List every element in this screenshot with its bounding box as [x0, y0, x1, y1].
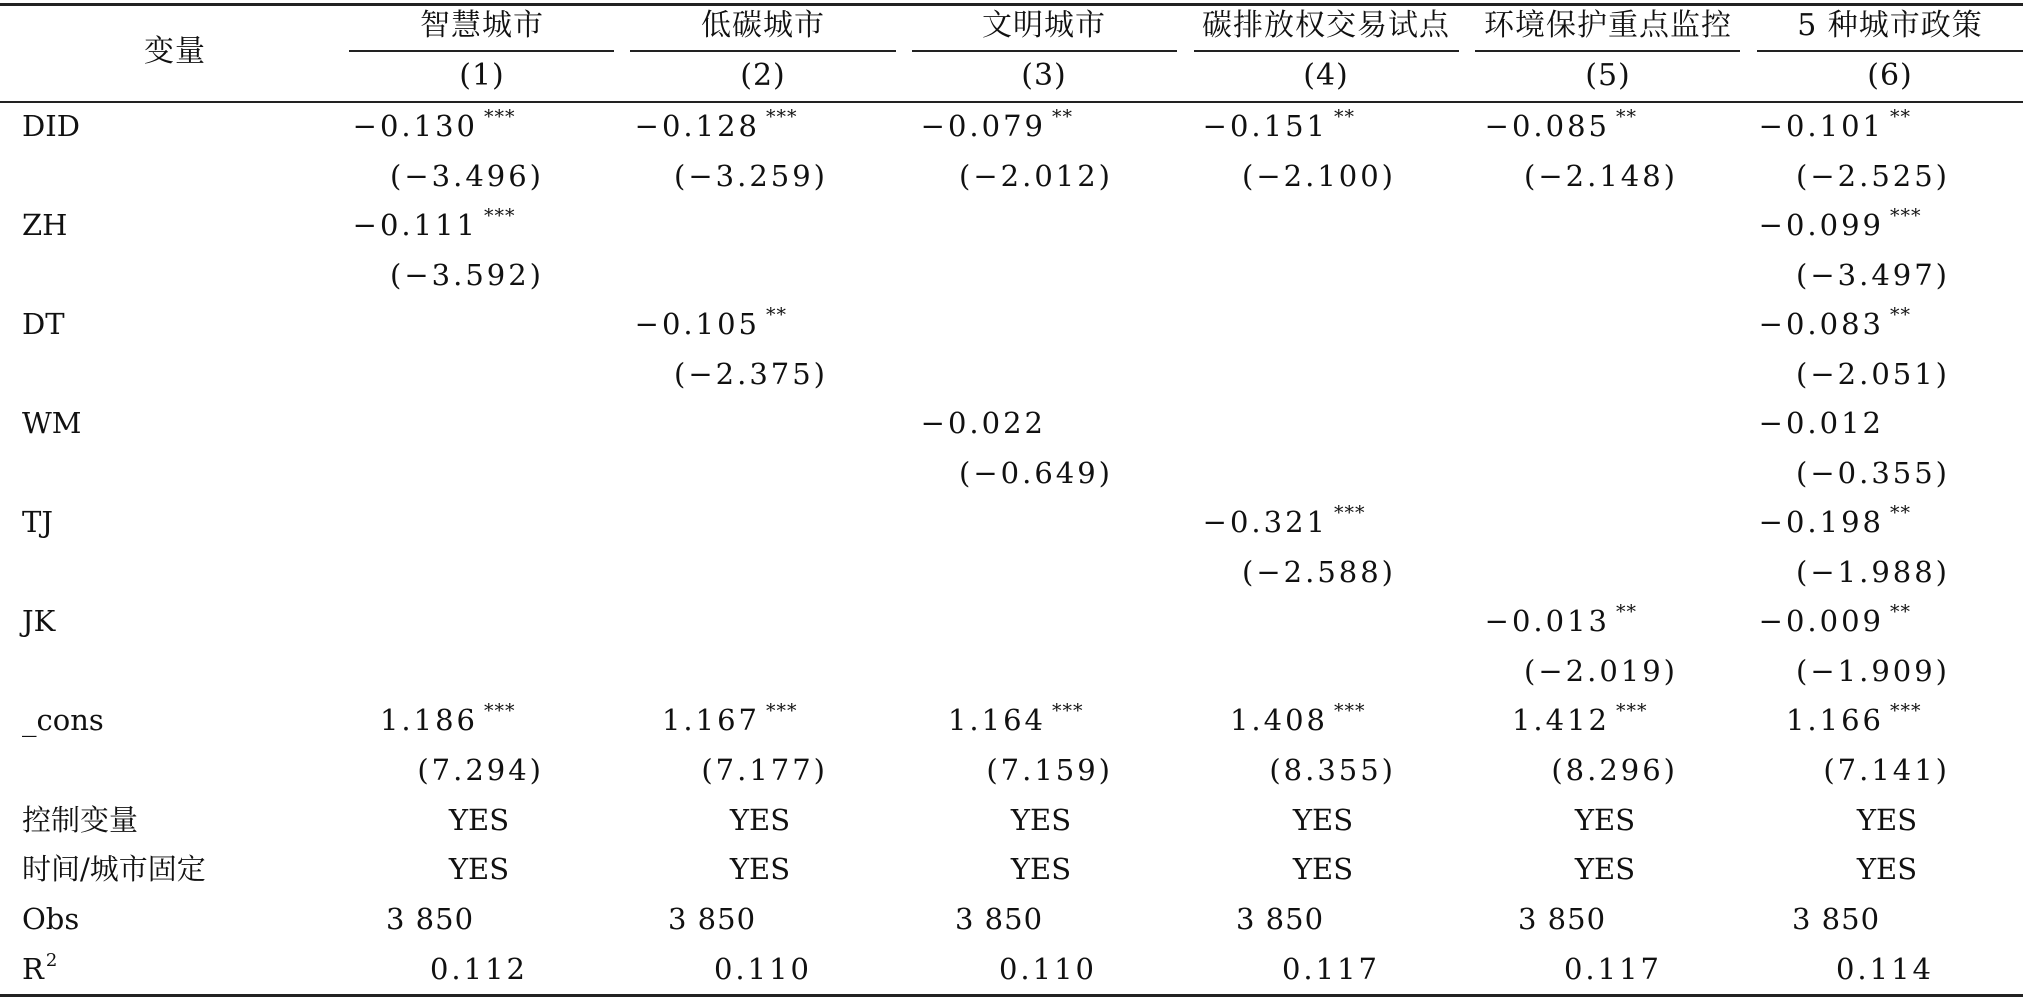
significance-stars: *** [1052, 700, 1084, 722]
coefficient-cell [1785, 700, 1936, 737]
significance-stars: *** [1890, 205, 1922, 227]
significance-stars: ** [1890, 502, 1911, 524]
coefficient-cell [1202, 106, 1380, 143]
coefficient-cell [1229, 700, 1380, 737]
coefficient-value: −0.012 [1758, 406, 1884, 440]
controls-cell: YES [1574, 803, 1636, 837]
column-number-6: (6) [1867, 58, 1913, 93]
fixed-effects-cell: YES [729, 852, 791, 886]
significance-stars: *** [484, 700, 516, 722]
coefficient-value: −0.198 [1758, 505, 1884, 539]
significance-stars: ** [1616, 601, 1637, 623]
significance-stars: *** [1616, 700, 1648, 722]
significance-stars: *** [766, 700, 798, 722]
coefficient-value: −0.079 [920, 109, 1046, 143]
coefficient-cell [1511, 700, 1662, 737]
coefficient-cell [920, 406, 1098, 440]
significance-stars: ** [1052, 106, 1073, 128]
t-stat-cell: (8.296) [1551, 752, 1678, 787]
t-stat-cell: (−1.988) [1796, 554, 1950, 589]
column-group-rule-6 [1757, 50, 2023, 52]
coefficient-value: −0.130 [352, 109, 478, 143]
row-label-cons: _cons [22, 703, 104, 737]
obs-cell: 3 850 [955, 902, 1044, 936]
r-squared-cell: 0.110 [998, 952, 1097, 986]
significance-stars: *** [484, 106, 516, 128]
t-stat-cell: (−2.375) [674, 356, 828, 391]
coefficient-value: 1.166 [1785, 703, 1884, 737]
significance-stars: ** [1890, 304, 1911, 326]
column-header-6: 5 种城市政策 [1797, 8, 1983, 43]
r-squared-cell: 0.114 [1835, 952, 1934, 986]
coefficient-cell [1758, 406, 1936, 440]
coefficient-value: 1.167 [661, 703, 760, 737]
r-squared-base: R [22, 952, 44, 986]
row-label-controls: 控制变量 [22, 803, 139, 837]
row-label-wm: WM [22, 406, 82, 440]
column-header-3: 文明城市 [982, 8, 1106, 43]
coefficient-value: −0.111 [352, 208, 478, 242]
coefficient-value: −0.101 [1758, 109, 1884, 143]
variable-header: 变量 [144, 34, 206, 69]
controls-cell: YES [1292, 803, 1354, 837]
column-header-1: 智慧城市 [420, 8, 544, 43]
row-label-dt: DT [22, 307, 65, 341]
column-group-rule-4 [1194, 50, 1459, 52]
coefficient-value: 1.412 [1511, 703, 1610, 737]
significance-stars: ** [1334, 106, 1355, 128]
r-squared-cell: 0.110 [713, 952, 812, 986]
t-stat-cell: (−2.148) [1524, 158, 1678, 193]
row-label-r-squared [22, 950, 58, 986]
column-number-5: (5) [1585, 58, 1631, 93]
significance-stars: ** [1616, 106, 1637, 128]
t-stat-cell: (−2.019) [1524, 653, 1678, 688]
obs-cell: 3 850 [1518, 902, 1607, 936]
coefficient-value: −0.013 [1484, 604, 1610, 638]
coefficient-value: −0.321 [1202, 505, 1328, 539]
r-squared-cell: 0.112 [429, 952, 528, 986]
column-group-rule-3 [912, 50, 1177, 52]
obs-cell: 3 850 [1236, 902, 1325, 936]
column-number-4: (4) [1303, 58, 1349, 93]
coefficient-value: 1.408 [1229, 703, 1328, 737]
t-stat-cell: (7.177) [701, 752, 828, 787]
coefficient-cell [1758, 205, 1936, 242]
significance-stars: *** [766, 106, 798, 128]
row-label-zh: ZH [22, 208, 68, 242]
coefficient-cell [352, 205, 530, 242]
t-stat-cell: (−3.259) [674, 158, 828, 193]
coefficient-value: −0.022 [920, 406, 1046, 440]
row-label-fixed-effects: 时间/城市固定 [22, 852, 206, 886]
significance-stars: *** [484, 205, 516, 227]
column-number-1: (1) [459, 58, 505, 93]
column-header-4: 碳排放权交易试点 [1202, 8, 1450, 43]
coefficient-cell [1758, 502, 1936, 539]
row-label-tj: TJ [22, 505, 53, 539]
fixed-effects-cell: YES [448, 852, 510, 886]
fixed-effects-cell: YES [1010, 852, 1072, 886]
t-stat-cell: (7.141) [1823, 752, 1950, 787]
coefficient-value: −0.105 [634, 307, 760, 341]
row-label-obs: Obs [22, 902, 80, 936]
coefficient-cell [634, 304, 812, 341]
column-group-rule-5 [1475, 50, 1740, 52]
column-number-2: (2) [740, 58, 786, 93]
t-stat-cell: (7.159) [986, 752, 1113, 787]
column-group-rule-1 [349, 50, 614, 52]
fixed-effects-cell: YES [1574, 852, 1636, 886]
t-stat-cell: (−2.012) [959, 158, 1113, 193]
obs-cell: 3 850 [386, 902, 475, 936]
t-stat-cell: (−3.592) [390, 257, 544, 292]
coefficient-value: −0.009 [1758, 604, 1884, 638]
coefficient-cell [1202, 502, 1380, 539]
significance-stars: ** [1890, 601, 1911, 623]
r-squared-superscript: 2 [45, 950, 58, 971]
column-header-2: 低碳城市 [701, 8, 825, 43]
r-squared-cell: 0.117 [1281, 952, 1380, 986]
coefficient-cell [1484, 106, 1662, 143]
top-rule [0, 3, 2023, 6]
coefficient-value: −0.085 [1484, 109, 1610, 143]
header-rule [0, 101, 2023, 103]
t-stat-cell: (−3.497) [1796, 257, 1950, 292]
obs-cell: 3 850 [1792, 902, 1881, 936]
t-stat-cell: (−2.051) [1796, 356, 1950, 391]
t-stat-cell: (−1.909) [1796, 653, 1950, 688]
controls-cell: YES [1856, 803, 1918, 837]
coefficient-cell [634, 106, 812, 143]
controls-cell: YES [1010, 803, 1072, 837]
coefficient-value: 1.164 [947, 703, 1046, 737]
row-label-did: DID [22, 109, 80, 143]
column-header-5: 环境保护重点监控 [1484, 8, 1732, 43]
coefficient-cell [352, 106, 530, 143]
column-number-3: (3) [1021, 58, 1067, 93]
significance-stars: *** [1890, 700, 1922, 722]
coefficient-cell [1758, 304, 1936, 341]
coefficient-cell [947, 700, 1098, 737]
t-stat-cell: (8.355) [1269, 752, 1396, 787]
t-stat-cell: (−3.496) [390, 158, 544, 193]
coefficient-cell [1758, 106, 1936, 143]
coefficient-cell [1484, 601, 1662, 638]
row-label-jk: JK [22, 604, 56, 638]
column-group-rule-2 [630, 50, 896, 52]
controls-cell: YES [448, 803, 510, 837]
t-stat-cell: (−0.355) [1796, 455, 1950, 490]
coefficient-value: −0.151 [1202, 109, 1328, 143]
significance-stars: *** [1334, 700, 1366, 722]
fixed-effects-cell: YES [1856, 852, 1918, 886]
coefficient-cell [920, 106, 1098, 143]
coefficient-value: −0.083 [1758, 307, 1884, 341]
obs-cell: 3 850 [668, 902, 757, 936]
significance-stars: *** [1334, 502, 1366, 524]
significance-stars: ** [766, 304, 787, 326]
coefficient-cell [379, 700, 530, 737]
t-stat-cell: (−2.588) [1242, 554, 1396, 589]
coefficient-value: −0.128 [634, 109, 760, 143]
coefficient-cell [661, 700, 812, 737]
t-stat-cell: (7.294) [417, 752, 544, 787]
fixed-effects-cell: YES [1292, 852, 1354, 886]
controls-cell: YES [729, 803, 791, 837]
bottom-rule [0, 994, 2023, 997]
r-squared-cell: 0.117 [1563, 952, 1662, 986]
t-stat-cell: (−2.100) [1242, 158, 1396, 193]
t-stat-cell: (−0.649) [959, 455, 1113, 490]
coefficient-cell [1758, 601, 1936, 638]
t-stat-cell: (−2.525) [1796, 158, 1950, 193]
coefficient-value: −0.099 [1758, 208, 1884, 242]
coefficient-value: 1.186 [379, 703, 478, 737]
significance-stars: ** [1890, 106, 1911, 128]
